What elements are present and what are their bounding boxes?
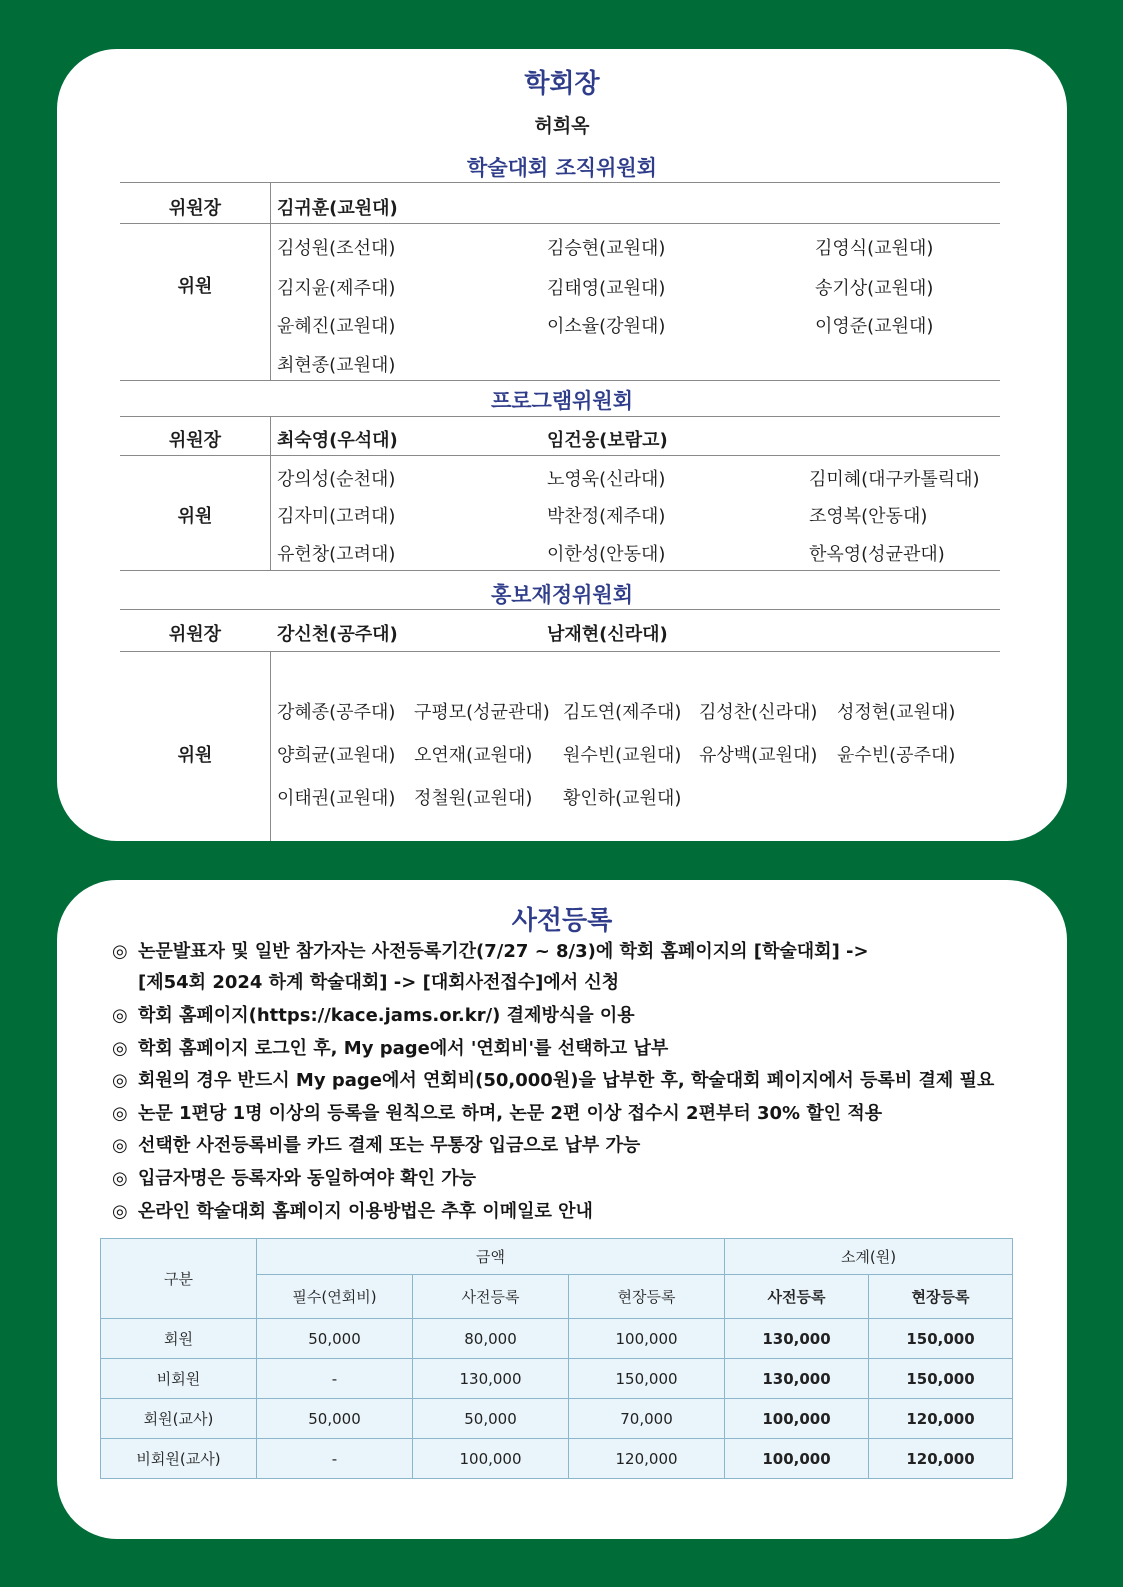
pr-finance-chair-label: 위원장	[168, 624, 222, 645]
table-header-amount: 금액	[257, 1239, 725, 1275]
table-cell: 비회원	[101, 1359, 257, 1399]
table-row	[101, 1359, 1013, 1399]
table-cell: 비회원(교사)	[101, 1439, 257, 1479]
committee-member: 김미혜(대구카톨릭대)	[809, 469, 980, 490]
notice-item: [제54회 2024 하계 학술대회] -> [대회사전접수]에서 신청	[138, 972, 620, 993]
table-cell: 120,000	[869, 1439, 1013, 1479]
committee-member: 윤수빈(공주대)	[837, 745, 956, 766]
divider	[120, 570, 1000, 571]
table-row	[101, 1439, 1013, 1479]
committee-member: 조영복(안동대)	[809, 506, 928, 527]
president-title: 학회장	[524, 69, 600, 99]
notice-item: ◎ 회원의 경우 반드시 My page에서 연회비(50,000원)을 납부한 후, 학술대회 페이지에서 등록비 결제 필요	[112, 1070, 995, 1091]
committee-member: 김지윤(제주대)	[277, 278, 396, 299]
table-cell: 150,000	[569, 1359, 725, 1399]
committee-member: 강의성(순천대)	[277, 469, 396, 490]
program-chair: 임건웅(보람고)	[547, 430, 668, 451]
divider	[270, 651, 271, 841]
registration-card	[57, 880, 1067, 1539]
divider	[120, 223, 1000, 224]
committee-member: 한옥영(성균관대)	[809, 544, 945, 565]
divider	[270, 182, 271, 380]
committee-member: 원수빈(교원대)	[563, 745, 682, 766]
program-chair-label: 위원장	[168, 430, 222, 451]
table-cell: -	[257, 1359, 413, 1399]
divider	[120, 609, 1000, 610]
divider	[120, 651, 1000, 652]
divider	[120, 455, 1000, 456]
president-name: 허희옥	[534, 115, 590, 137]
table-cell: 70,000	[569, 1399, 725, 1439]
table-header-subtotal-pre: 사전등록	[725, 1275, 869, 1319]
program-committee-title: 프로그램위원회	[490, 389, 633, 413]
table-cell: 50,000	[257, 1319, 413, 1359]
divider	[120, 416, 1000, 417]
table-header-pre: 사전등록	[413, 1275, 569, 1319]
committee-member: 김성원(조선대)	[277, 238, 396, 259]
table-cell: 130,000	[413, 1359, 569, 1399]
committee-card	[57, 49, 1067, 841]
notice-item: ◎ 논문 1편당 1명 이상의 등록을 원칙으로 하며, 논문 2편 이상 접수시 2편부터 30% 할인 적용	[112, 1103, 883, 1124]
table-cell: 130,000	[725, 1319, 869, 1359]
table-header-subtotal: 소계(원)	[725, 1239, 1013, 1275]
organizing-committee-title: 학술대회 조직위원회	[467, 156, 657, 180]
committee-member: 양희균(교원대)	[277, 745, 396, 766]
committee-member: 김도연(제주대)	[563, 702, 682, 723]
committee-member: 황인하(교원대)	[563, 788, 682, 809]
table-cell: 120,000	[869, 1399, 1013, 1439]
table-row	[101, 1399, 1013, 1439]
table-header-onsite: 현장등록	[569, 1275, 725, 1319]
program-chair: 최숙영(우석대)	[277, 430, 398, 451]
notice-item: ◎ 학회 홈페이지 로그인 후, My page에서 '연회비'를 선택하고 납부	[112, 1038, 669, 1059]
divider	[270, 416, 271, 570]
table-cell: 150,000	[869, 1359, 1013, 1399]
committee-member: 유헌창(고려대)	[277, 544, 396, 565]
committee-member: 최현종(교원대)	[277, 355, 396, 376]
committee-member: 박찬정(제주대)	[547, 506, 666, 527]
notice-item: ◎ 입금자명은 등록자와 동일하여야 확인 가능	[112, 1168, 477, 1189]
table-cell: 50,000	[257, 1399, 413, 1439]
pr-finance-chair: 남재현(신라대)	[547, 624, 668, 645]
notice-item: ◎ 온라인 학술대회 홈페이지 이용방법은 추후 이메일로 안내	[112, 1201, 593, 1222]
notice-item: ◎ 논문발표자 및 일반 참가자는 사전등록기간(7/27 ~ 8/3)에 학회 홈페이지의 [학술대회] ->	[112, 941, 869, 962]
table-cell: 100,000	[569, 1319, 725, 1359]
committee-member: 정철원(교원대)	[414, 788, 533, 809]
table-row	[101, 1319, 1013, 1359]
committee-member: 김승현(교원대)	[547, 238, 666, 259]
notice-item: ◎ 선택한 사전등록비를 카드 결제 또는 무통장 입금으로 납부 가능	[112, 1135, 641, 1156]
committee-member: 이소율(강원대)	[547, 316, 666, 337]
committee-member: 오연재(교원대)	[414, 745, 533, 766]
table-cell: 100,000	[725, 1439, 869, 1479]
pr-finance-chair: 강신천(공주대)	[277, 624, 398, 645]
table-cell: 50,000	[413, 1399, 569, 1439]
committee-member: 김태영(교원대)	[547, 278, 666, 299]
divider	[120, 182, 1000, 183]
table-cell: 150,000	[869, 1319, 1013, 1359]
committee-member: 윤혜진(교원대)	[277, 316, 396, 337]
organizing-chair: 김귀훈(교원대)	[277, 198, 398, 219]
table-cell: 100,000	[413, 1439, 569, 1479]
table-cell: 회원(교사)	[101, 1399, 257, 1439]
pr-finance-member-label: 위원	[177, 745, 213, 766]
committee-member: 구평모(성균관대)	[414, 702, 550, 723]
divider	[120, 380, 1000, 381]
registration-title: 사전등록	[511, 906, 613, 936]
committee-member: 이태권(교원대)	[277, 788, 396, 809]
committee-member: 노영욱(신라대)	[547, 469, 666, 490]
table-cell: 100,000	[725, 1399, 869, 1439]
committee-member: 이영준(교원대)	[815, 316, 934, 337]
committee-member: 유상백(교원대)	[699, 745, 818, 766]
table-cell: 120,000	[569, 1439, 725, 1479]
program-member-label: 위원	[177, 506, 213, 527]
committee-member: 성정현(교원대)	[837, 702, 956, 723]
committee-member: 송기상(교원대)	[815, 278, 934, 299]
table-cell: 80,000	[413, 1319, 569, 1359]
organizing-member-label: 위원	[177, 276, 213, 297]
table-header-required: 필수(연회비)	[257, 1275, 413, 1319]
table-cell: 회원	[101, 1319, 257, 1359]
notice-item: ◎ 학회 홈페이지(https://kace.jams.or.kr/) 결제방식을 이용	[112, 1005, 635, 1026]
committee-member: 이한성(안동대)	[547, 544, 666, 565]
committee-member: 김영식(교원대)	[815, 238, 934, 259]
committee-member: 김자미(고려대)	[277, 506, 396, 527]
table-header-category: 구분	[101, 1239, 257, 1319]
table-cell: -	[257, 1439, 413, 1479]
organizing-chair-label: 위원장	[168, 198, 222, 219]
table-header-subtotal-onsite: 현장등록	[869, 1275, 1013, 1319]
table-cell: 130,000	[725, 1359, 869, 1399]
committee-member: 김성찬(신라대)	[699, 702, 818, 723]
pr-finance-committee-title: 홍보재정위원회	[490, 583, 633, 607]
committee-member: 강혜종(공주대)	[277, 702, 396, 723]
fee-table	[100, 1238, 1013, 1479]
